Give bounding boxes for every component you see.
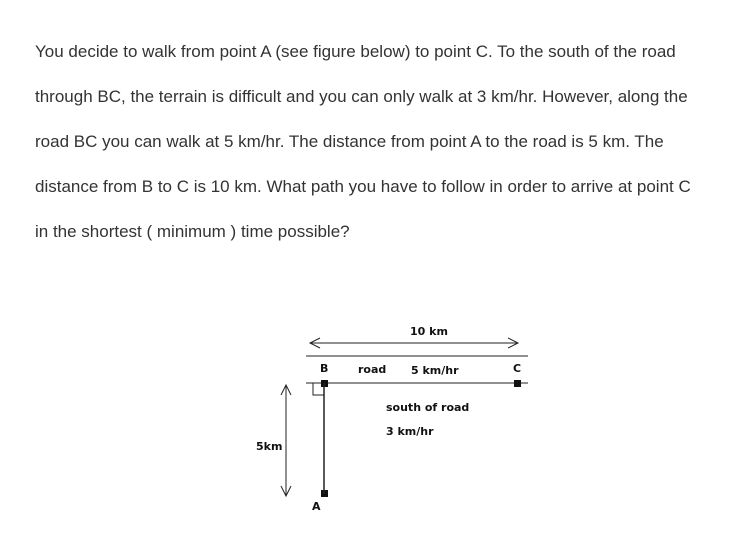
point-b-label: B [320,362,329,375]
south-label: south of road [386,401,470,414]
point-a-label: A [312,500,321,513]
problem-line-4: distance from B to C is 10 km. What path you have to follow in order to arrive at point C [35,177,691,196]
distance-bc-label: 10 km [410,325,448,338]
point-c-marker [514,380,521,387]
problem-line-2: through BC, the terrain is difficult and you can only walk at 3 km/hr. However, along the [35,87,688,106]
problem-line-5: in the shortest ( minimum ) time possible? [35,222,350,241]
point-c-label: C [513,362,522,375]
vertical-distance-label: 5km [256,440,283,453]
road-speed-label: 5 km/hr [411,364,459,377]
road-label: road [358,363,387,376]
south-speed-label: 3 km/hr [386,425,434,438]
problem-line-1: You decide to walk from point A (see figure below) to point C. To the south of the road [35,42,676,61]
distance-bc-arrow [310,338,518,348]
problem-line-3: road BC you can walk at 5 km/hr. The distance from point A to the road is 5 km. The [35,132,664,151]
vertical-distance-arrow [281,385,291,496]
